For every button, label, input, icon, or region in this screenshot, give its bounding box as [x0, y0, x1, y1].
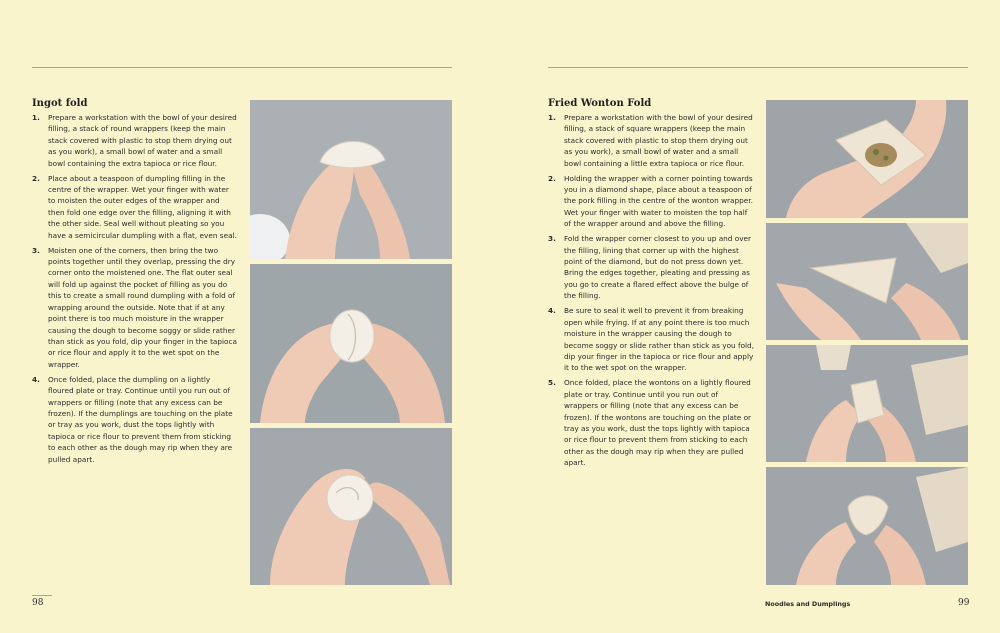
photo-wonton-step-3	[766, 345, 968, 462]
step-number: 5.	[548, 378, 556, 388]
step-number: 2.	[548, 173, 556, 183]
step-text: Prepare a workstation with the bowl of your desired filling, a stack of square wrappers (keep the main stack covered with plastic to stop them drying out as you work), a small bowl of water and a small bowl containing a little extra tapioca or rice flour.	[564, 113, 753, 168]
step-number: 3.	[548, 234, 556, 244]
step-item	[548, 233, 754, 301]
step-item	[32, 374, 238, 465]
step-text: Fold the wrapper corner closest to you up and over the filling, lining that corner up with the highest point of the diamond, but do not press down yet. Bring the edges together, pleating and pressing as you go to create a flared effect above the bulge of the filling.	[564, 234, 752, 301]
step-number: 4.	[32, 374, 40, 384]
ingot-fold-steps	[32, 112, 238, 469]
photo-wonton-step-2	[766, 223, 968, 340]
section-title-ingot-fold: Ingot fold	[32, 98, 88, 109]
step-item	[548, 173, 754, 230]
step-text: Be sure to seal it well to prevent it from breaking open while frying. If at any point there is too much moisture in the wrapper causing the dough to become soggy or slide rather than stick as you fold, dip your finger in the tapioca or rice flour and apply it to the wet spot on the wrapper.	[564, 306, 755, 373]
photo-ingot-step-1	[250, 100, 452, 259]
photo-ingot-step-2	[250, 264, 452, 423]
step-text: Once folded, place the dumpling on a lightly floured plate or tray. Continue until you run out of wrappers or filling (note that any excess can be frozen). If the dumplings are touching on the plate or tray as you work, dust the tops lightly with tapioca or rice flour to prevent them from sticking to each other as the dough may rip when they are pulled apart.	[48, 374, 233, 464]
step-text: Holding the wrapper with a corner pointing towards you in a diamond shape, place about a teaspoon of the pork filling in the centre of the wonton wrapper. Wet your finger with water to moisten the top half of the wrapper around and above the filling.	[564, 173, 753, 229]
step-number: 1.	[32, 113, 40, 122]
step-item	[548, 377, 754, 468]
header-rule-right	[548, 67, 968, 68]
step-item	[32, 245, 238, 370]
page-number-rule	[32, 595, 52, 596]
step-number: 2.	[32, 173, 40, 183]
step-number: 4.	[548, 306, 556, 316]
photo-ingot-step-3	[250, 428, 452, 585]
step-text: Once folded, place the wontons on a lightly floured plate or tray. Continue until you run out of wrappers or filling (note that any excess can be frozen). If the wontons are touching on the plate or tray as you work, dust the tops lightly with tapioca or rice flour to prevent them from sticking to each other as the dough may rip when they are pulled apart.	[564, 378, 752, 468]
step-item	[548, 305, 754, 373]
page-number-left: 98	[32, 598, 44, 608]
step-item	[32, 173, 238, 241]
running-head: Noodles and Dumplings	[765, 600, 851, 608]
photo-wonton-step-1	[766, 100, 968, 218]
step-text: Moisten one of the corners, then bring the two points together until they overlap, pressing the dry corner onto the moistened one. The flat outer seal will fold up against the pocket of filling as you do this to create a small round dumpling with a fold of wrapping around the outside. Note that if at any point there is too much moisture in the wrapper causing the dough to become soggy or slide rather than stick as you fold, dip your finger in the tapioca or rice flour and apply it to the wet spot on the wrapper.	[48, 245, 238, 369]
step-number: 3.	[32, 245, 40, 255]
step-text: Place about a teaspoon of dumpling filling in the centre of the wrapper. Wet your finger with water to moisten the outer edges of the wrapper and then fold one edge over the filling, aligning it with the other side. Seal well without pleating so you have a semicircular dumpling with a flat, even seal.	[48, 173, 237, 240]
step-item	[548, 112, 754, 169]
section-title-fried-wonton-fold: Fried Wonton Fold	[548, 98, 652, 109]
step-text: Prepare a workstation with the bowl of your desired filling, a stack of round wrappers (keep the main stack covered with plastic to stop them drying out as you work), a small bowl of water and a small bowl containing the extra tapioca or rice flour.	[48, 113, 237, 168]
header-rule-left	[32, 67, 452, 68]
step-number: 1.	[548, 113, 556, 122]
step-item	[32, 112, 238, 169]
photo-wonton-step-4	[766, 467, 968, 585]
wonton-fold-steps	[548, 112, 754, 472]
page-number-right: 99	[958, 598, 970, 608]
